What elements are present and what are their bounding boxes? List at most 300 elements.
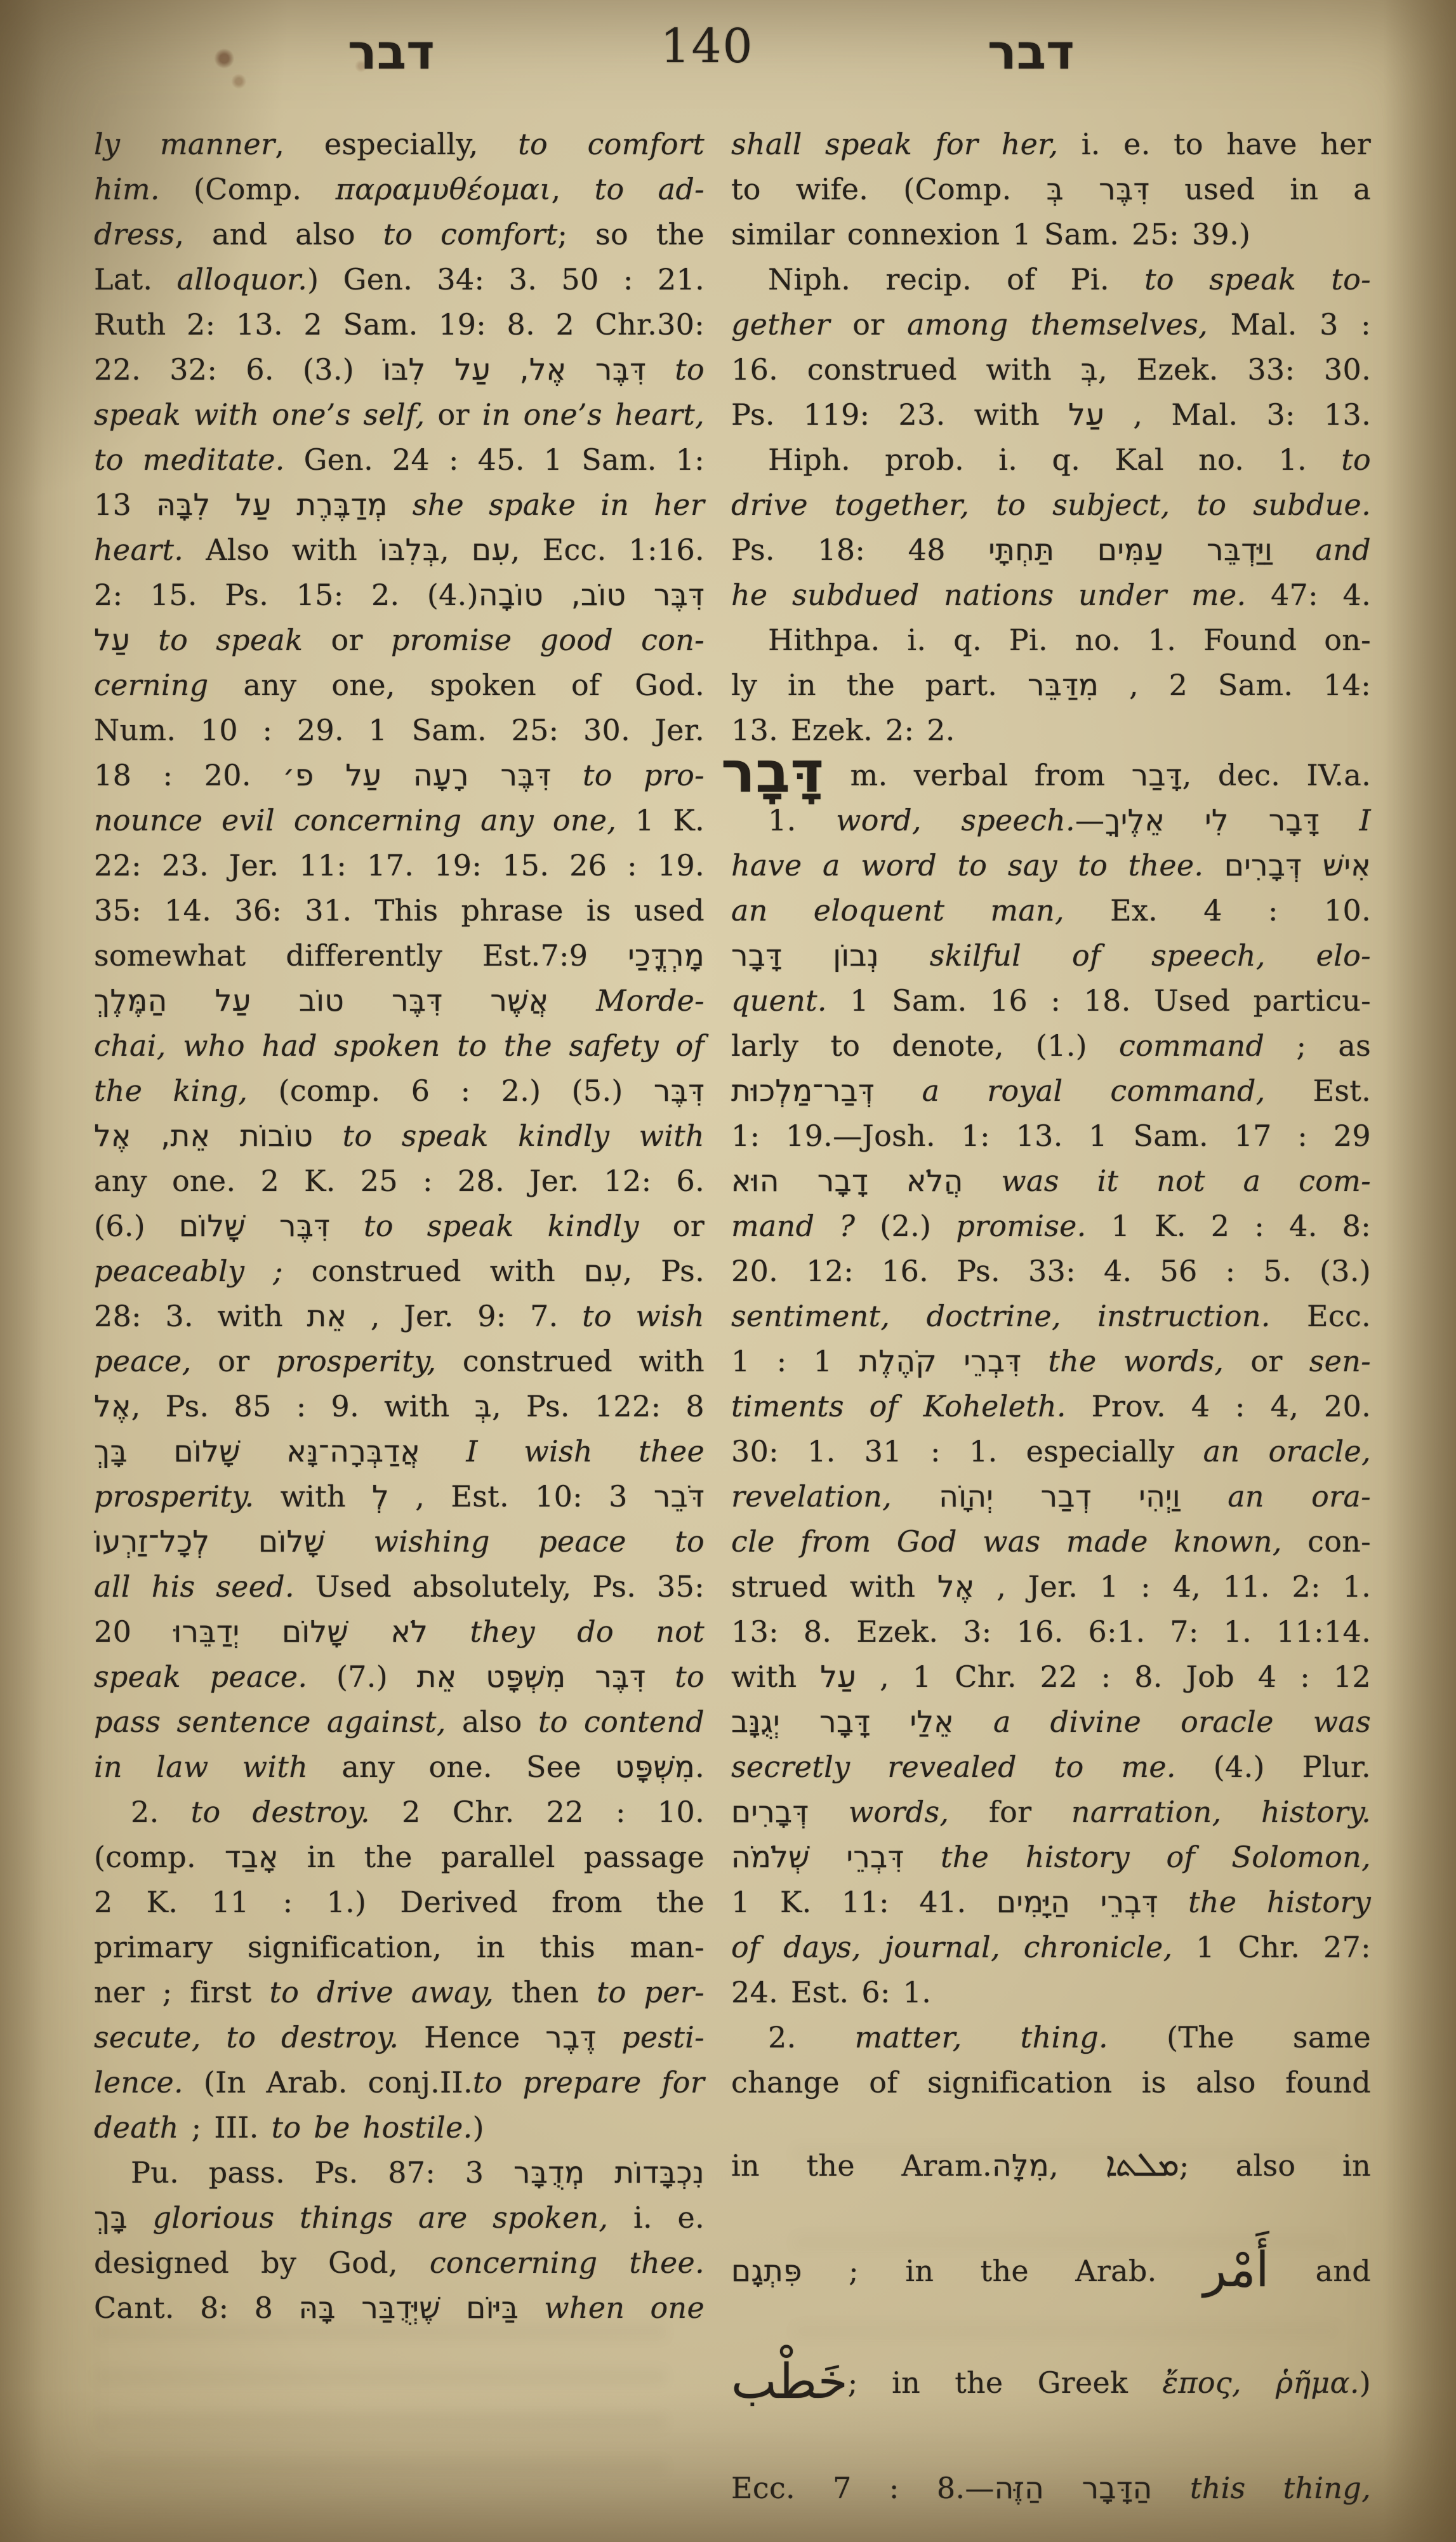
italic-text: death [94,2110,179,2145]
roman-text: primary signification, in this man- [94,1930,705,1964]
roman-text: 2 K. 11 : 1.) Derived from the [94,1885,705,1919]
roman-text: or [830,307,908,342]
italic-text: sentiment, doctrine, instruction. [731,1299,1271,1333]
text-line [94,933,705,978]
italic-text: mand ? [731,1209,856,1243]
roman-text: 1 Chr. 27: [1172,1930,1371,1964]
roman-text: 1 Sam. 16 : 18. Used particu- [826,983,1371,1018]
roman-text: Ex. 4 : 10. [1064,893,1372,928]
text-line [94,212,705,257]
roman-text: 1 K. 2 : 4. 8: [1086,1209,1372,1243]
roman-text: i. e. to have her [1058,127,1372,161]
text-line [731,618,1371,663]
roman-text: , Jer. 9: 7. [347,1299,583,1333]
text-line [731,167,1371,212]
text-line [94,122,705,167]
text-line [731,933,1371,978]
roman-text [1021,1344,1048,1378]
right-column [721,122,1372,2511]
italic-text: revelation, [731,1479,892,1514]
hebrew-text: אֶל [937,1569,975,1604]
roman-text: Ps. 18: 48 [731,533,989,567]
hebrew-text: דִּבְרֵי שְׁלֹמֹה [731,1840,904,1875]
text-line [94,1790,705,1835]
roman-text: ) [1359,2366,1371,2400]
roman-text: construed with [282,1254,584,1288]
italic-text: pass sentence against, [94,1705,446,1739]
italic-text: the history of Solomon, [940,1840,1371,1874]
italic-text: the history [1188,1885,1371,1919]
roman-text: Niph. recip. of Pi. [768,262,1145,296]
roman-text: designed by God, [94,2246,430,2280]
hebrew-text: דִּבֶּר [653,1074,705,1108]
italic-text: dress [94,217,175,251]
italic-text: word, speech. [836,803,1075,837]
roman-text: , dec. IV.a. [1182,758,1372,792]
roman-text: ner ; first [94,1975,270,2009]
text-line [731,888,1371,933]
hebrew-text: מִדַּבֵּר [1027,668,1099,703]
text-line [731,1068,1371,1114]
italic-text: a divine oracle was [993,1705,1371,1739]
roman-text [519,2291,544,2325]
italic-text: to speak kindly with [342,1119,705,1153]
italic-text: to destroy. [190,1795,370,1829]
italic-text: speak with one’s self, [94,397,425,432]
text-line [94,2015,705,2060]
text-line [94,1023,705,1068]
text-line [731,663,1371,708]
text-line [731,978,1371,1023]
italic-text: all his seed. [94,1569,295,1604]
italic-text: chai, who had spoken to the safety of [94,1028,705,1063]
hebrew-text: מָרְדֳּכַי [628,938,705,973]
text-line [731,1970,1371,2015]
text-line [94,1654,705,1700]
roman-text: Used absolutely, Ps. 35: [294,1569,705,1604]
roman-text: ; also in [1179,2148,1371,2183]
text-line [94,167,705,212]
hebrew-text: לֹא שָׁלוֹם יְדַבֵּרוּ [173,1614,428,1649]
text-line [731,1429,1371,1474]
hebrew-text: הֲלֹא דָבָר הוּא [731,1164,963,1199]
roman-text: Mal. 3 : [1208,307,1371,342]
roman-text: Lat. [94,262,177,296]
roman-text: somewhat differently Est.7:9 [94,938,628,973]
italic-text: to pro- [582,758,705,792]
roman-text: (In Arab. conj.II. [183,2065,473,2099]
italic-text: words, [848,1795,950,1829]
text-line [94,843,705,888]
roman-text: Ecc. [1270,1299,1371,1333]
italic-text: glorious things are spoken, [152,2200,609,2235]
text-line [731,2466,1371,2511]
roman-text: 1. [768,803,837,837]
roman-text [596,2020,621,2054]
text-line [94,978,705,1023]
text-line [94,1159,705,1204]
italic-text: him. [94,172,160,206]
roman-text: , especially, [275,127,519,161]
text-line [731,573,1371,618]
italic-text: an ora- [1228,1479,1371,1514]
roman-text: or [639,1209,705,1243]
text-line [731,528,1371,573]
roman-text: Ecc. 7 : 8.— [731,2471,995,2505]
italic-text: to [675,352,705,387]
text-line [94,2195,705,2240]
text-line [731,1519,1371,1564]
hebrew-text: דֶּבֶר [545,2020,597,2055]
italic-text: to per- [596,1975,705,2009]
roman-text: 20 [94,1614,174,1649]
roman-text: , 2 Sam. 14: [1099,668,1371,702]
page-number: 140 [660,19,754,74]
italic-text: the king, [94,1074,248,1108]
italic-text: an eloquent man, [731,893,1064,928]
hebrew-text: אֵלַי דָּבָר יְגֻנָּב [731,1705,954,1740]
italic-text: to wish [582,1299,705,1333]
italic-text: alloquor. [176,262,308,296]
roman-text: change of signification is also found [731,2065,1371,2099]
italic-text: peace, [94,1344,192,1378]
hebrew-text: בְּ [1080,352,1099,387]
roman-text: 22: 23. Jer. 11: 17. 19: 15. 26 : 19. [94,848,705,882]
roman-text: 1: 19.—Josh. 1: 13. 1 Sam. 17 : 29 [731,1119,1371,1153]
roman-text: 18 : 20. [94,758,283,792]
hebrew-text: בְּלִבּוֹ [380,533,440,568]
text-line [94,1700,705,1745]
roman-text [330,1209,364,1243]
hebrew-text: פִּתְגָם [731,2254,802,2289]
roman-text: , Jer. 1 : 4, 11. 2: 1. [974,1569,1372,1604]
italic-text: wishing peace to [373,1524,705,1559]
left-catchword: דבר [348,23,435,80]
roman-text: 2 Chr. 22 : 10. [369,1795,705,1829]
roman-text: ) [472,2110,484,2145]
roman-text [552,758,583,792]
greek-text: παραμυθέομαι [335,172,552,206]
text-line [94,347,705,392]
text-line [731,392,1371,437]
text-line [94,2150,705,2195]
text-line [731,2353,1371,2409]
text-line [94,708,705,753]
roman-text: , Est. 10: 3 [389,1479,654,1514]
hebrew-text: דְּבָרִים [731,1795,809,1830]
hebrew-text: וַיַּדְבֵּר עַמִּים תַּחְתָּי [988,533,1273,568]
roman-text: strued with [731,1569,937,1604]
roman-text: 47: 4. [1246,578,1371,612]
text-line [731,1654,1371,1700]
text-line [731,1564,1371,1609]
italic-text: secute, to destroy. [94,2020,399,2054]
text-line [731,302,1371,347]
text-line [94,1970,705,2015]
text-line [731,1925,1371,1970]
italic-text: to [675,1660,705,1694]
roman-text: , and also [175,217,383,251]
roman-text [875,1074,922,1108]
roman-text [1320,803,1360,837]
text-line [731,1790,1371,1835]
text-line [94,2105,705,2150]
roman-text: m. verbal from [824,758,1132,792]
text-line [94,2060,705,2105]
roman-text: , Ecc. 1:16. [510,533,705,567]
hebrew-text: דָּבַר [1131,758,1182,793]
roman-text: 13: 8. Ezek. 3: 16. 6:1. 7: 1. 11:14. [731,1614,1371,1649]
italic-text: matter, thing. [854,2020,1108,2054]
roman-text: Hiph. prob. i. q. Kal no. 1. [768,443,1342,477]
hebrew-text: דִּבֶּר בְּ [1046,172,1150,207]
hebrew-text: אִישׁ דְּבָרִים [1224,848,1371,883]
italic-text: skilful of speech, elo- [929,938,1371,973]
italic-text: I [1359,803,1371,837]
hebrew-text: עִם [583,1254,623,1289]
italic-text: to meditate. [94,443,285,477]
hebrew-text: אָבַד [224,1840,279,1875]
roman-text [1158,1885,1188,1919]
italic-text: peaceably ; [94,1254,283,1288]
text-line [94,663,705,708]
roman-text: con- [1281,1524,1371,1559]
text-line [721,740,1372,806]
italic-text: speak peace. [94,1660,308,1694]
roman-text: , Ezek. 33: 30. [1098,352,1371,387]
italic-text: promise good con- [390,623,705,657]
roman-text: Prov. 4 : 4, 20. [1066,1389,1371,1423]
hebrew-text: הַדָּבָר הַזֶּה [994,2471,1153,2506]
italic-text: to ad- [594,172,705,206]
italic-text: command [1119,1028,1265,1063]
roman-text: (6.) [94,1209,179,1243]
hebrew-text: עַל [820,1660,857,1694]
roman-text [892,1479,939,1514]
roman-text: larly to denote, (1.) [731,1028,1120,1063]
roman-text: or [425,397,482,432]
italic-text: a royal command, [922,1074,1266,1108]
roman-text: any one, spoken of God. [208,668,705,702]
text-line [94,1384,705,1429]
right-catchword: דבר [988,23,1075,80]
roman-text: (comp. 6 : 2.) (5.) [248,1074,654,1108]
roman-text: used in a [1149,172,1372,206]
text-line [731,2143,1371,2188]
roman-text [646,1660,675,1694]
hebrew-text: שָׁלוֹם לְכָל־זַרְעוֹ [94,1524,326,1559]
roman-text: Pu. pass. Ps. 87: 3 [131,2155,514,2190]
roman-text: , Mal. 3: 13. [1104,397,1372,432]
roman-text: (The same [1108,2020,1371,2054]
hebrew-text: אֶל [94,1389,131,1424]
text-line [94,1204,705,1249]
hebrew-text: נְבוֹן דָּבָר [731,938,879,973]
italic-text: to prepare for [472,2065,705,2099]
roman-text: 2. [768,2020,855,2054]
hebrew-text: מִשְׁפָּט [615,1750,696,1785]
italic-text: pesti- [621,2020,705,2054]
italic-text: in one’s heart, [482,397,705,432]
roman-text [325,1524,373,1559]
italic-text: drive together, to subject, to subdue. [731,488,1371,522]
roman-text: 1 K. 11: 41. [731,1885,996,1919]
italic-text: have a word to say to thee. [731,848,1204,882]
text-line [94,1249,705,1294]
text-line [731,1835,1371,1880]
hebrew-text: מִלָּה [991,2148,1050,2183]
roman-text: construed with [436,1344,705,1378]
italic-text: to speak [158,623,303,657]
italic-text: to be hostile. [271,2110,473,2145]
roman-text: or [191,1344,276,1378]
text-line [731,798,1371,843]
text-line [731,257,1371,302]
roman-text: , [440,533,472,567]
roman-text: (4.) Plur. [1175,1750,1371,1784]
text-line [731,1609,1371,1654]
roman-text: 35: 14. 36: 31. This phrase is used [94,893,705,928]
text-line [94,1294,705,1339]
roman-text: (Comp. [159,172,336,206]
hebrew-text: דֹּבֵר [653,1479,705,1514]
hebrew-text: דִּבֶּר רָעָה עַל פ׳ [282,758,552,793]
text-line [731,1249,1371,1294]
hebrew-text: דִּבֶּר מִשְׁפָּט אֵת [416,1660,646,1694]
roman-text: similar connexion 1 Sam. 25: 39.) [731,217,1251,251]
italic-text: he subdued nations under me. [731,578,1247,612]
italic-text: to speak to- [1144,262,1372,296]
roman-text: , [1049,2148,1106,2183]
italic-text: cle from God was made known, [731,1524,1282,1559]
text-line [94,798,705,843]
greek-text: ἔπος, ῥῆμα. [1162,2366,1360,2400]
italic-text: to comfort [518,127,705,161]
roman-text: ) Gen. 34: 3. 50 : 21. [307,262,705,296]
roman-text: in the parallel passage [278,1840,705,1874]
italic-text: I wish thee [466,1434,705,1468]
roman-text: for [949,1795,1071,1829]
roman-text: ly in the part. [731,668,1028,702]
roman-text [904,1840,941,1874]
roman-text: i. e. [608,2200,705,2235]
roman-text: 13. Ezek. 2: 2. [731,713,955,747]
roman-text: 28: 3. with [94,1299,307,1333]
text-line [731,2060,1371,2105]
syriac-text: ܡܠܬܐ [1105,2145,1179,2184]
text-line [731,1114,1371,1159]
roman-text: , 1 Chr. 22 : 8. Job 4 : 12 [856,1660,1371,1694]
text-line [731,1384,1371,1429]
text-line [731,347,1371,392]
text-line [94,1745,705,1790]
text-line [731,1023,1371,1068]
hebrew-text: דִּבְרֵי קֹהֶלֶת [859,1344,1022,1379]
roman-text: 30: 1. 31 : 1. especially [731,1434,1203,1468]
text-line [731,2242,1371,2298]
italic-text: quent. [731,983,827,1018]
roman-text: 16. construed with [731,352,1081,387]
hebrew-text: נִכְבָּדוֹת מְדֻבָּר [513,2155,705,2190]
italic-text: when one [544,2291,705,2325]
roman-text [428,1614,470,1649]
roman-text [313,1119,342,1153]
text-line [94,1429,705,1474]
text-line [94,1564,705,1609]
hebrew-text: בָּךְ [94,2200,128,2235]
text-line [731,708,1371,753]
roman-text: any one. 2 K. 25 : 28. Jer. 12: 6. [94,1164,705,1198]
text-line [94,888,705,933]
text-line [94,1114,705,1159]
text-line [94,302,705,347]
text-line [94,528,705,573]
roman-text [954,1705,993,1739]
hebrew-text: דָּבָר לִי אֵלֶיךָ [1104,803,1320,838]
italic-text: sen- [1309,1344,1371,1378]
text-line [731,437,1371,482]
italic-text: nounce evil concerning any one, [94,803,617,837]
roman-text: (2.) [855,1209,956,1243]
roman-text [646,352,675,387]
italic-text: shall speak for her, [731,127,1059,161]
text-line [731,2015,1371,2060]
text-line [731,1880,1371,1925]
italic-text: prosperity. [94,1479,255,1514]
text-line [94,392,705,437]
roman-text [1203,848,1224,882]
roman-text: and [1269,2254,1371,2288]
text-line [94,482,705,528]
hebrew-text: לְ [372,1479,390,1514]
hebrew-text: דִּבֶּר טוֹב, טוֹבָה [478,578,705,613]
italic-text: promise. [956,1209,1087,1243]
roman-text: Also with [183,533,380,567]
roman-text: 1 K. [616,803,705,837]
hebrew-text: אֲדַבְּרָה־נָּא שָׁלוֹם בָּךְ [94,1434,420,1469]
hebrew-text: עַל [1068,397,1105,432]
text-line [94,573,705,618]
roman-text: 1 : 1 [731,1344,859,1378]
text-line [94,1339,705,1384]
text-line [94,2286,705,2331]
italic-text: to [1341,443,1371,477]
roman-text [130,623,158,657]
text-line [94,2240,705,2286]
hebrew-text: דְּבַר־מַלְכוּת [731,1074,875,1108]
italic-text: of days, journal, chronicle, [731,1930,1173,1964]
roman-text [388,488,413,522]
roman-text: then [494,1975,597,2009]
hebrew-text: עִם [472,533,511,568]
text-line [94,753,705,798]
roman-text: Ps. 119: 23. with [731,397,1069,432]
roman-text: Gen. 24 : 45. 1 Sam. 1: [284,443,705,477]
roman-text [1181,1479,1228,1514]
text-line [731,212,1371,257]
italic-text: among themselves, [907,307,1208,342]
italic-text: to speak kindly [364,1209,639,1243]
italic-text: gether [731,307,830,342]
hebrew-text: וַיְהִי דְבַר יְהוָֹה [939,1479,1181,1514]
roman-text: with [254,1479,373,1514]
text-line [94,1925,705,1970]
roman-text: , Ps. 122: 8 [491,1389,705,1423]
italic-text: cerning [94,668,209,702]
italic-text: was it not a com- [1001,1164,1371,1198]
roman-text: in the Aram. [731,2148,992,2183]
roman-text: , [551,172,595,206]
